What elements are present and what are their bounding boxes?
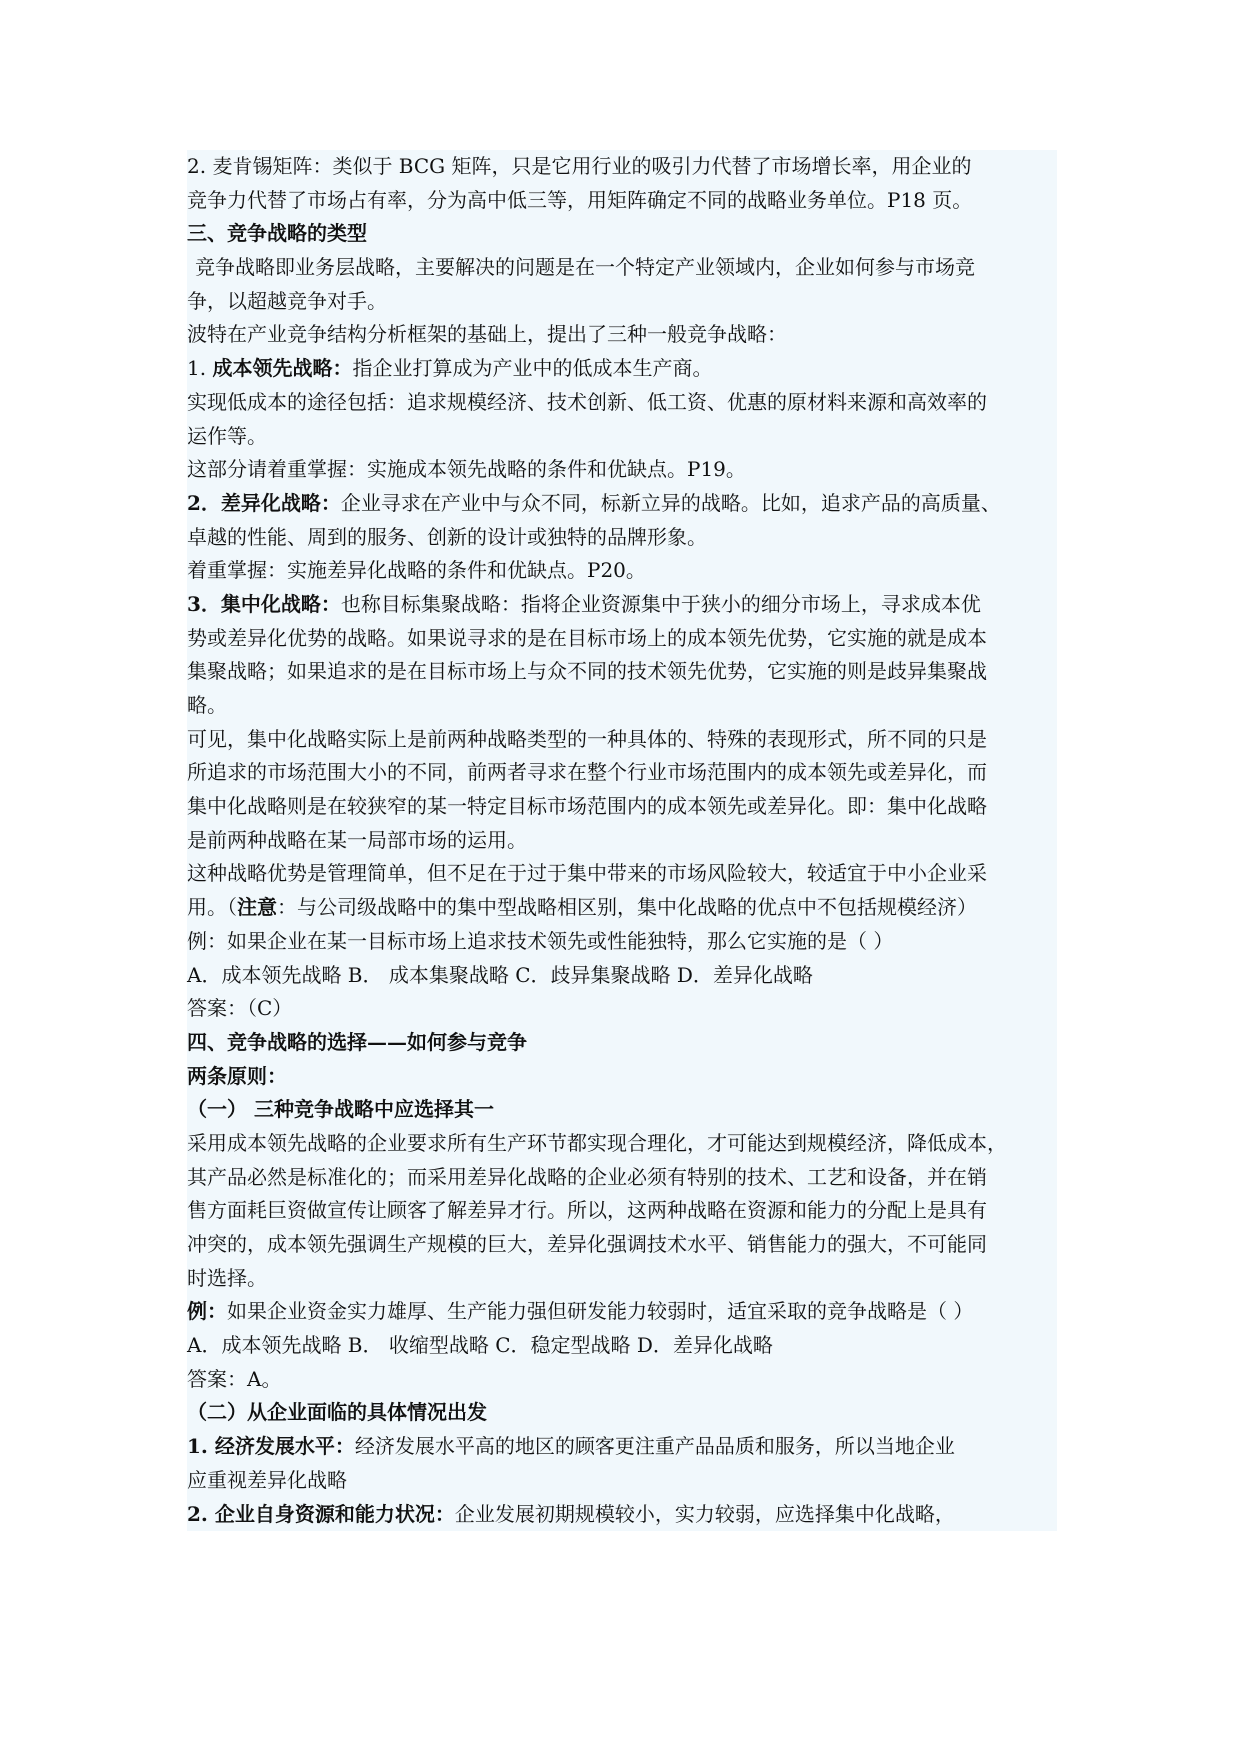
text-line	[187, 824, 1057, 858]
text-line	[187, 453, 1057, 487]
text-line	[187, 1026, 1057, 1060]
text-line	[187, 689, 1057, 723]
body-text: 应重视差异化战略	[187, 1467, 347, 1492]
body-text: 冲突的，成本领先强调生产规模的巨大，差异化强调技术水平、销售能力的强大，不可能同	[187, 1232, 987, 1256]
body-text: 例：如果企业在某一目标市场上追求技术领先或性能独特，那么它实施的是（ ）	[187, 928, 894, 953]
line-prefix: 1.	[187, 356, 213, 381]
body-text: 如果企业资金实力雄厚、生产能力强但研发能力较弱时，适宜采取的竞争战略是（ ）	[227, 1299, 974, 1324]
line-prefix: 用。（	[187, 895, 237, 920]
text-line	[187, 1060, 1057, 1094]
bold-text: 两条原则：	[187, 1063, 287, 1088]
body-text: A．成本领先战略 B． 成本集聚战略 C．歧异集聚战略 D．差异化战略	[187, 962, 813, 987]
text-line	[187, 1363, 1057, 1397]
document-body	[187, 150, 1057, 1531]
bold-text: 2．差异化战略：	[187, 490, 341, 515]
body-text: 略。	[187, 693, 227, 717]
bold-text: 1. 经济发展水平：	[187, 1434, 355, 1459]
bold-text: 四、竞争战略的选择——如何参与竞争	[187, 1029, 527, 1054]
body-text: 这种战略优势是管理简单，但不足在于过于集中带来的市场风险较大，较适宜于中小企业采	[187, 861, 987, 886]
body-text: 时选择。	[187, 1265, 267, 1290]
bold-text: 注意	[237, 895, 277, 920]
text-line	[187, 1430, 1057, 1464]
bold-text: 成本领先战略：	[212, 356, 353, 381]
text-line	[187, 318, 1057, 352]
text-line	[187, 150, 1057, 184]
text-line	[187, 992, 1057, 1026]
body-text: ：与公司级战略中的集中型战略相区别，集中化战略的优点中不包括规模经济）	[277, 895, 977, 920]
body-text: 实现低成本的途径包括：追求规模经济、技术创新、低工资、优惠的原材料来源和高效率的	[187, 389, 987, 414]
body-text: 所追求的市场范围大小的不同，前两者寻求在整个行业市场范围内的成本领先或差异化，而	[187, 760, 987, 785]
body-text: A．成本领先战略 B． 收缩型战略 C．稳定型战略 D．差异化战略	[187, 1333, 773, 1358]
body-text: 经济发展水平高的地区的顾客更注重产品品质和服务，所以当地企业	[354, 1434, 955, 1459]
body-text: 企业寻求在产业中与众不同，标新立异的战略。比如，追求产品的高质量、	[340, 490, 1001, 515]
text-line	[187, 521, 1057, 555]
text-line	[187, 1161, 1057, 1195]
text-line	[187, 959, 1057, 993]
text-line	[187, 184, 1057, 218]
body-text: 也称目标集聚战略：指将企业资源集中于狭小的细分市场上，寻求成本优	[340, 591, 981, 616]
text-line	[187, 655, 1057, 689]
bold-text: （一） 三种竞争战略中应选择其一	[187, 1097, 494, 1122]
body-text: 答案：（C）	[187, 996, 293, 1021]
text-line	[187, 1498, 1057, 1532]
text-line	[187, 217, 1057, 251]
body-text: 是前两种战略在某一局部市场的运用。	[187, 827, 527, 852]
body-text: 可见，集中化战略实际上是前两种战略类型的一种具体的、特殊的表现形式，所不同的只是	[187, 726, 987, 751]
text-line	[187, 588, 1057, 622]
text-line	[187, 857, 1057, 891]
text-line	[187, 1093, 1057, 1127]
text-line	[187, 790, 1057, 824]
body-text: 采用成本领先战略的企业要求所有生产环节都实现合理化，才可能达到规模经济，降低成本，	[187, 1130, 1007, 1155]
text-line	[187, 487, 1057, 521]
body-text: 竞争力代替了市场占有率，分为高中低三等，用矩阵确定不同的战略业务单位。P18 页。	[187, 187, 973, 212]
text-line	[187, 1262, 1057, 1296]
text-line	[187, 1127, 1057, 1161]
text-line	[187, 1194, 1057, 1228]
text-line	[187, 1228, 1057, 1262]
bold-text: 三、竞争战略的类型	[187, 221, 367, 246]
body-text: 集聚战略；如果追求的是在目标市场上与众不同的技术领先优势，它实施的则是歧异集聚战	[187, 659, 987, 684]
text-line	[187, 554, 1057, 588]
body-text: 其产品必然是标准化的；而采用差异化战略的企业必须有特别的技术、工艺和设备，并在销	[187, 1164, 987, 1189]
text-line	[187, 622, 1057, 656]
text-line	[187, 420, 1057, 454]
bold-text: 例：	[187, 1299, 227, 1324]
body-text: 企业发展初期规模较小，实力较弱，应选择集中化战略，	[454, 1501, 955, 1526]
body-text: 指企业打算成为产业中的低成本生产商。	[352, 356, 713, 381]
body-text: 集中化战略则是在较狭窄的某一特定目标市场范围内的成本领先或差异化。即：集中化战略	[187, 794, 987, 819]
text-line	[187, 1464, 1057, 1498]
text-line	[187, 1329, 1057, 1363]
body-text: 势或差异化优势的战略。如果说寻求的是在目标市场上的成本领先优势，它实施的就是成本	[187, 625, 987, 650]
text-line	[187, 925, 1057, 959]
body-text: 竞争战略即业务层战略，主要解决的问题是在一个特定产业领域内，企业如何参与市场竞	[195, 255, 975, 280]
body-text: 这部分请着重掌握：实施成本领先战略的条件和优缺点。P19。	[187, 457, 746, 482]
body-text: 争，以超越竞争对手。	[187, 288, 387, 313]
bold-text: 2. 企业自身资源和能力状况：	[187, 1501, 455, 1526]
text-line	[187, 251, 1057, 285]
text-line	[187, 285, 1057, 319]
body-text: 波特在产业竞争结构分析框架的基础上，提出了三种一般竞争战略：	[187, 322, 787, 347]
body-text: 2. 麦肯锡矩阵：类似于 BCG 矩阵，只是它用行业的吸引力代替了市场增长率，用企业的	[187, 154, 972, 178]
body-text: 答案：A。	[187, 1366, 282, 1391]
text-line	[187, 1396, 1057, 1430]
text-line	[187, 352, 1057, 386]
body-text: 着重掌握：实施差异化战略的条件和优缺点。P20。	[187, 558, 646, 583]
body-text: 运作等。	[187, 423, 267, 448]
text-line	[187, 386, 1057, 420]
text-line	[187, 891, 1057, 925]
text-line	[187, 723, 1057, 757]
bold-text: 3．集中化战略：	[187, 591, 341, 616]
text-line	[187, 1295, 1057, 1329]
bold-text: （二）从企业面临的具体情况出发	[187, 1400, 487, 1425]
text-line	[187, 756, 1057, 790]
body-text: 售方面耗巨资做宣传让顾客了解差异才行。所以，这两种战略在资源和能力的分配上是具有	[187, 1198, 987, 1223]
body-text: 卓越的性能、周到的服务、创新的设计或独特的品牌形象。	[187, 524, 707, 549]
